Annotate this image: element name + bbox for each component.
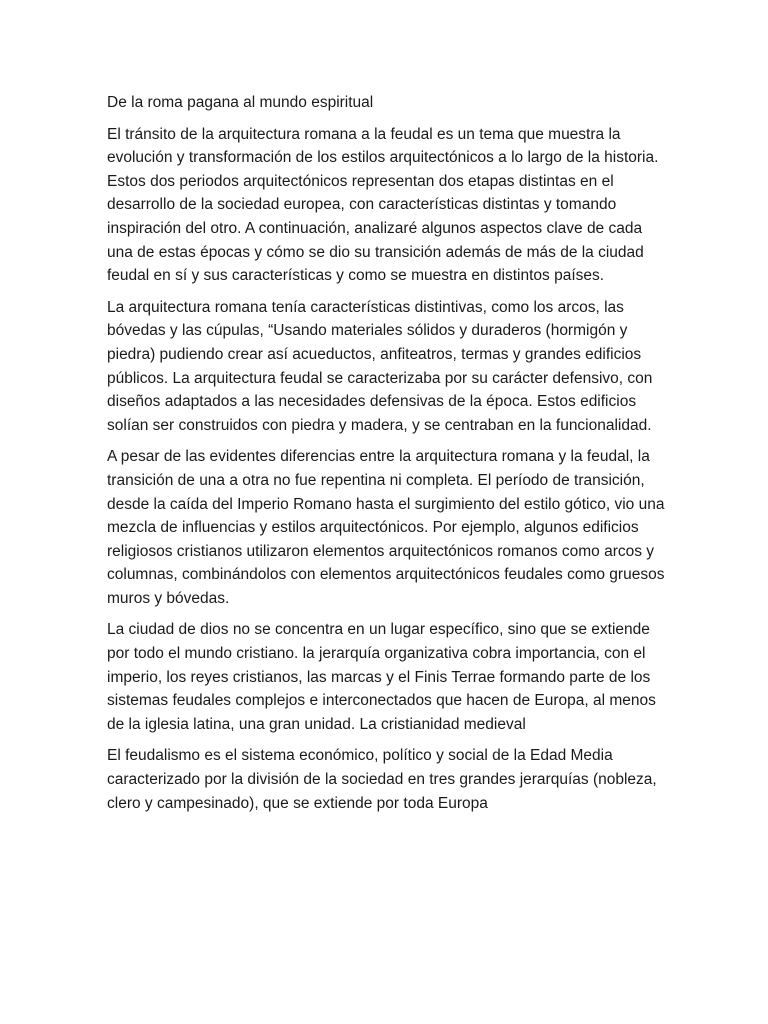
- document-body: [107, 91, 667, 823]
- paragraph-transition: A pesar de las evidentes diferencias entre la arquitectura romana y la feudal, la transición de una a otra no fue repentina ni completa. El período de transición, desde la caída del Imperio Romano hasta el surgimiento del estilo gótico, vio una mezcla de influencias y estilos arquitectónicos. Por ejemplo, algunos edificios religiosos cristianos utilizaron elementos arquitectónicos romanos como arcos y columnas, combinándolos con elementos arquitectónicos feudales como gruesos muros y bóvedas.: [107, 448, 665, 607]
- document-title: De la roma pagana al mundo espiritual: [107, 94, 374, 111]
- paragraph-roman-architecture: La arquitectura romana tenía características distintivas, como los arcos, las bóvedas y las cúpulas, “Usando materiales sólidos y duraderos (hormigón y piedra) pudiendo crear así acueductos, anfiteatros, termas y grandes edificios públicos. La arquitectura feudal se caracterizaba por su carácter defensivo, con diseños adaptados a las necesidades defensivas de la época. Estos edificios solían ser construidos con piedra y madera, y se centraban en la funcionalidad.: [107, 298, 653, 434]
- paragraph-intro: El tránsito de la arquitectura romana a la feudal es un tema que muestra la evolución y transformación de los estilos arquitectónicos a lo largo de la historia. Estos dos periodos arquitectónicos representan dos etapas distintas en el desarrollo de la sociedad europea, con características distintas y tomando inspiración del otro. A continuación, analizaré algunos aspectos clave de cada una de estas épocas y cómo se dio su transición además de más de la ciudad feudal en sí y sus características y como se muestra en distintos países.: [107, 125, 659, 285]
- paragraph-city-of-god: La ciudad de dios no se concentra en un lugar específico, sino que se extiende por todo el mundo cristiano. la jerarquía organizativa cobra importancia, con el imperio, los reyes cristianos, las marcas y el Finis Terrae formando parte de los sistemas feudales complejos e interconectados que hacen de Europa, al menos de la iglesia latina, una gran unidad. La cristianidad medieval: [107, 621, 656, 733]
- paragraph-feudalism: El feudalismo es el sistema económico, político y social de la Edad Media caracterizado por la división de la sociedad en tres grandes jerarquías (nobleza, clero y campesinado), que se extiende por toda Europa: [107, 747, 657, 812]
